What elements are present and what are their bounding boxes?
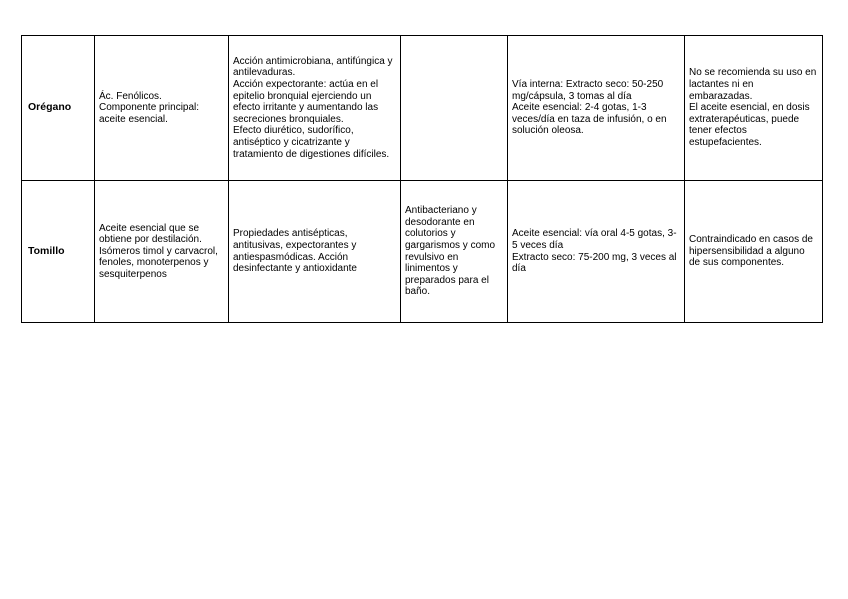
herb-name: Orégano (28, 101, 72, 114)
contraindications-text: Contraindicado en casos de hipersensibilidad a alguno de sus componentes. (689, 234, 813, 269)
dosage-cell (508, 36, 685, 181)
contraindications-cell (685, 181, 823, 323)
composition-text: Aceite esencial que se obtiene por destilación. Isómeros timol y carvacrol, fenoles, monoterpenos y sesquiterpenos (99, 222, 218, 280)
actions-text: Acción antimicrobiana, antifúngica y antilevaduras. Acción expectorante: actúa en el epitelio bronquial ejerciendo un efecto irritante y aumentando las secreciones bronquiales. Efecto diurético, sudorífico, antiséptico y cicatrizante y tratamiento de digestiones difíciles. (233, 55, 393, 160)
composition-text: Ác. Fenólicos. Componente principal: aceite esencial. (99, 90, 200, 125)
contraindications-text: No se recomienda su uso en lactantes ni en embarazadas. El aceite esencial, en dosis extraterapéuticas, puede tener efectos estupefacientes. (689, 67, 817, 148)
table-row-tomillo (22, 181, 823, 323)
table-row-oregano (22, 36, 823, 181)
contraindications-cell (685, 36, 823, 181)
actions-cell (229, 181, 401, 323)
dosage-cell (508, 181, 685, 323)
actions-cell (229, 36, 401, 181)
herbs-table (21, 35, 823, 323)
uses-text: Antibacteriano y desodorante en colutorios y gargarismos y como revulsivo en linimentos y preparados para el baño. (405, 205, 496, 298)
composition-cell (95, 36, 229, 181)
dosage-text: Aceite esencial: vía oral 4-5 gotas, 3-5 veces día Extracto seco: 75-200 mg, 3 veces al día (512, 228, 677, 275)
herb-name-cell (22, 36, 95, 181)
dosage-text: Vía interna: Extracto seco: 50-250 mg/cápsula, 3 tomas al día Aceite esencial: 2-4 gotas, 1-3 veces/día en taza de infusión, o en solución oleosa. (512, 79, 667, 137)
uses-cell (401, 36, 508, 181)
herb-name: Tomillo (28, 244, 65, 257)
composition-cell (95, 181, 229, 323)
actions-text: Propiedades antisépticas, antitusivas, expectorantes y antiespasmódicas. Acción desinfectante y antioxidante (233, 228, 357, 275)
herb-name-cell (22, 181, 95, 323)
uses-cell (401, 181, 508, 323)
